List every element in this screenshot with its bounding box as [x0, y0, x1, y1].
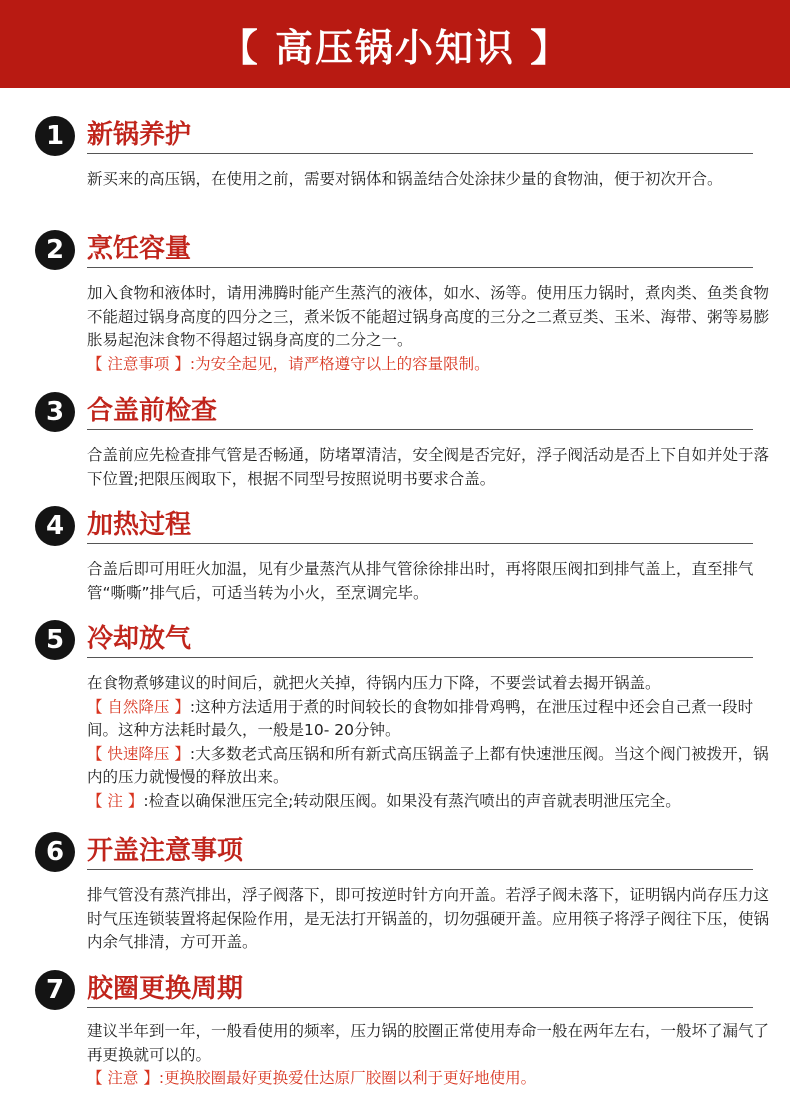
section-number-badge: 1: [35, 116, 75, 156]
tag-label: 【 自然降压 】: [87, 697, 190, 716]
section-heading: 冷却放气: [87, 624, 192, 654]
paragraph: 在食物煮够建议的时间后，就把火关掉，待锅内压力下降，不要尝试着去揭开锅盖。: [87, 674, 661, 692]
section-number-badge: 6: [35, 832, 75, 872]
tag-text: :检查以确保泄压完全;转动限压阀。如果没有蒸汽喷出的声音就表明泄压完全。: [143, 791, 681, 810]
page-title: 【 高压锅小知识 】: [219, 25, 571, 70]
section-divider: [87, 429, 753, 430]
section-number-badge: 5: [35, 620, 75, 660]
tag-text: :这种方法适用于煮的时间较长的食物如排骨鸡鸭，在泄压过程中还会自己煮一段时间。这种方法耗时最久，一般是10- 20分钟。: [87, 697, 754, 739]
paragraph-quick-release: [87, 743, 771, 790]
section-heading: 新锅养护: [87, 120, 192, 150]
section-body: [87, 1020, 771, 1091]
paragraph: 新买来的高压锅，在使用之前，需要对锅体和锅盖结合处涂抹少量的食物油，便于初次开合。: [87, 170, 723, 188]
tag-label: 【 注 】: [87, 791, 144, 810]
paragraph: 排气管没有蒸汽排出，浮子阀落下，即可按逆时针方向开盖。若浮子阀未落下，证明锅内尚存压力这时气压连锁装置将起保险作用，是无法打开锅盖的，切勿强硬开盖。应用筷子将浮子阀往下压，使锅内余气排清，方可开盖。: [87, 886, 770, 951]
note-text: 【 注意 】:更换胶圈最好更换爱仕达原厂胶圈以利于更好地使用。: [87, 1069, 537, 1087]
tag-text: :大多数老式高压锅和所有新式高压锅盖子上都有快速泄压阀。当这个阀门被拨开，锅内的压力就慢慢的释放出来。: [87, 744, 769, 786]
section-body: [87, 672, 771, 813]
paragraph: 加入食物和液体时，请用沸腾时能产生蒸汽的液体，如水、汤等。使用压力锅时，煮肉类、鱼类食物不能超过锅身高度的四分之三，煮米饭不能超过锅身高度的三分之二煮豆类、玉米、海带、粥等易膨胀易起泡沫食物不得超过锅身高度的二分之一。: [87, 284, 770, 349]
section-heading: 开盖注意事项: [87, 836, 244, 866]
section-number-badge: 3: [35, 392, 75, 432]
section-heading: 合盖前检查: [87, 396, 218, 426]
section-divider: [87, 267, 753, 268]
paragraph: 建议半年到一年，一般看使用的频率，压力锅的胶圈正常使用寿命一般在两年左右，一般坏了漏气了再更换就可以的。: [87, 1022, 770, 1064]
section-number-badge: 4: [35, 506, 75, 546]
paragraph-note: [87, 790, 771, 814]
section-number-badge: 2: [35, 230, 75, 270]
tag-label: 【 快速降压 】: [87, 744, 190, 763]
section-body: [87, 444, 771, 491]
section-body: [87, 884, 771, 955]
note-text: 【 注意事项 】:为安全起见，请严格遵守以上的容量限制。: [87, 354, 490, 373]
section-divider: [87, 543, 753, 544]
section-heading: 加热过程: [87, 510, 192, 540]
section-body: [87, 558, 771, 605]
section-divider: [87, 1007, 753, 1008]
paragraph: 合盖前应先检查排气管是否畅通，防堵罩清洁，安全阀是否完好，浮子阀活动是否上下自如并处于落下位置;把限压阀取下，根据不同型号按照说明书要求合盖。: [87, 446, 770, 488]
section-body: [87, 282, 771, 376]
section-heading: 胶圈更换周期: [87, 974, 244, 1004]
page-banner: [0, 0, 790, 88]
section-divider: [87, 869, 753, 870]
section-body: [87, 168, 771, 192]
section-divider: [87, 153, 753, 154]
section-number-badge: 7: [35, 970, 75, 1010]
section-heading: 烹饪容量: [87, 234, 192, 264]
section-divider: [87, 657, 753, 658]
paragraph: 合盖后即可用旺火加温，见有少量蒸汽从排气管徐徐排出时，再将限压阀扣到排气盖上，直至排气管“嘶嘶”排气后，可适当转为小火，至烹调完毕。: [87, 560, 754, 602]
paragraph-natural-release: [87, 696, 771, 743]
